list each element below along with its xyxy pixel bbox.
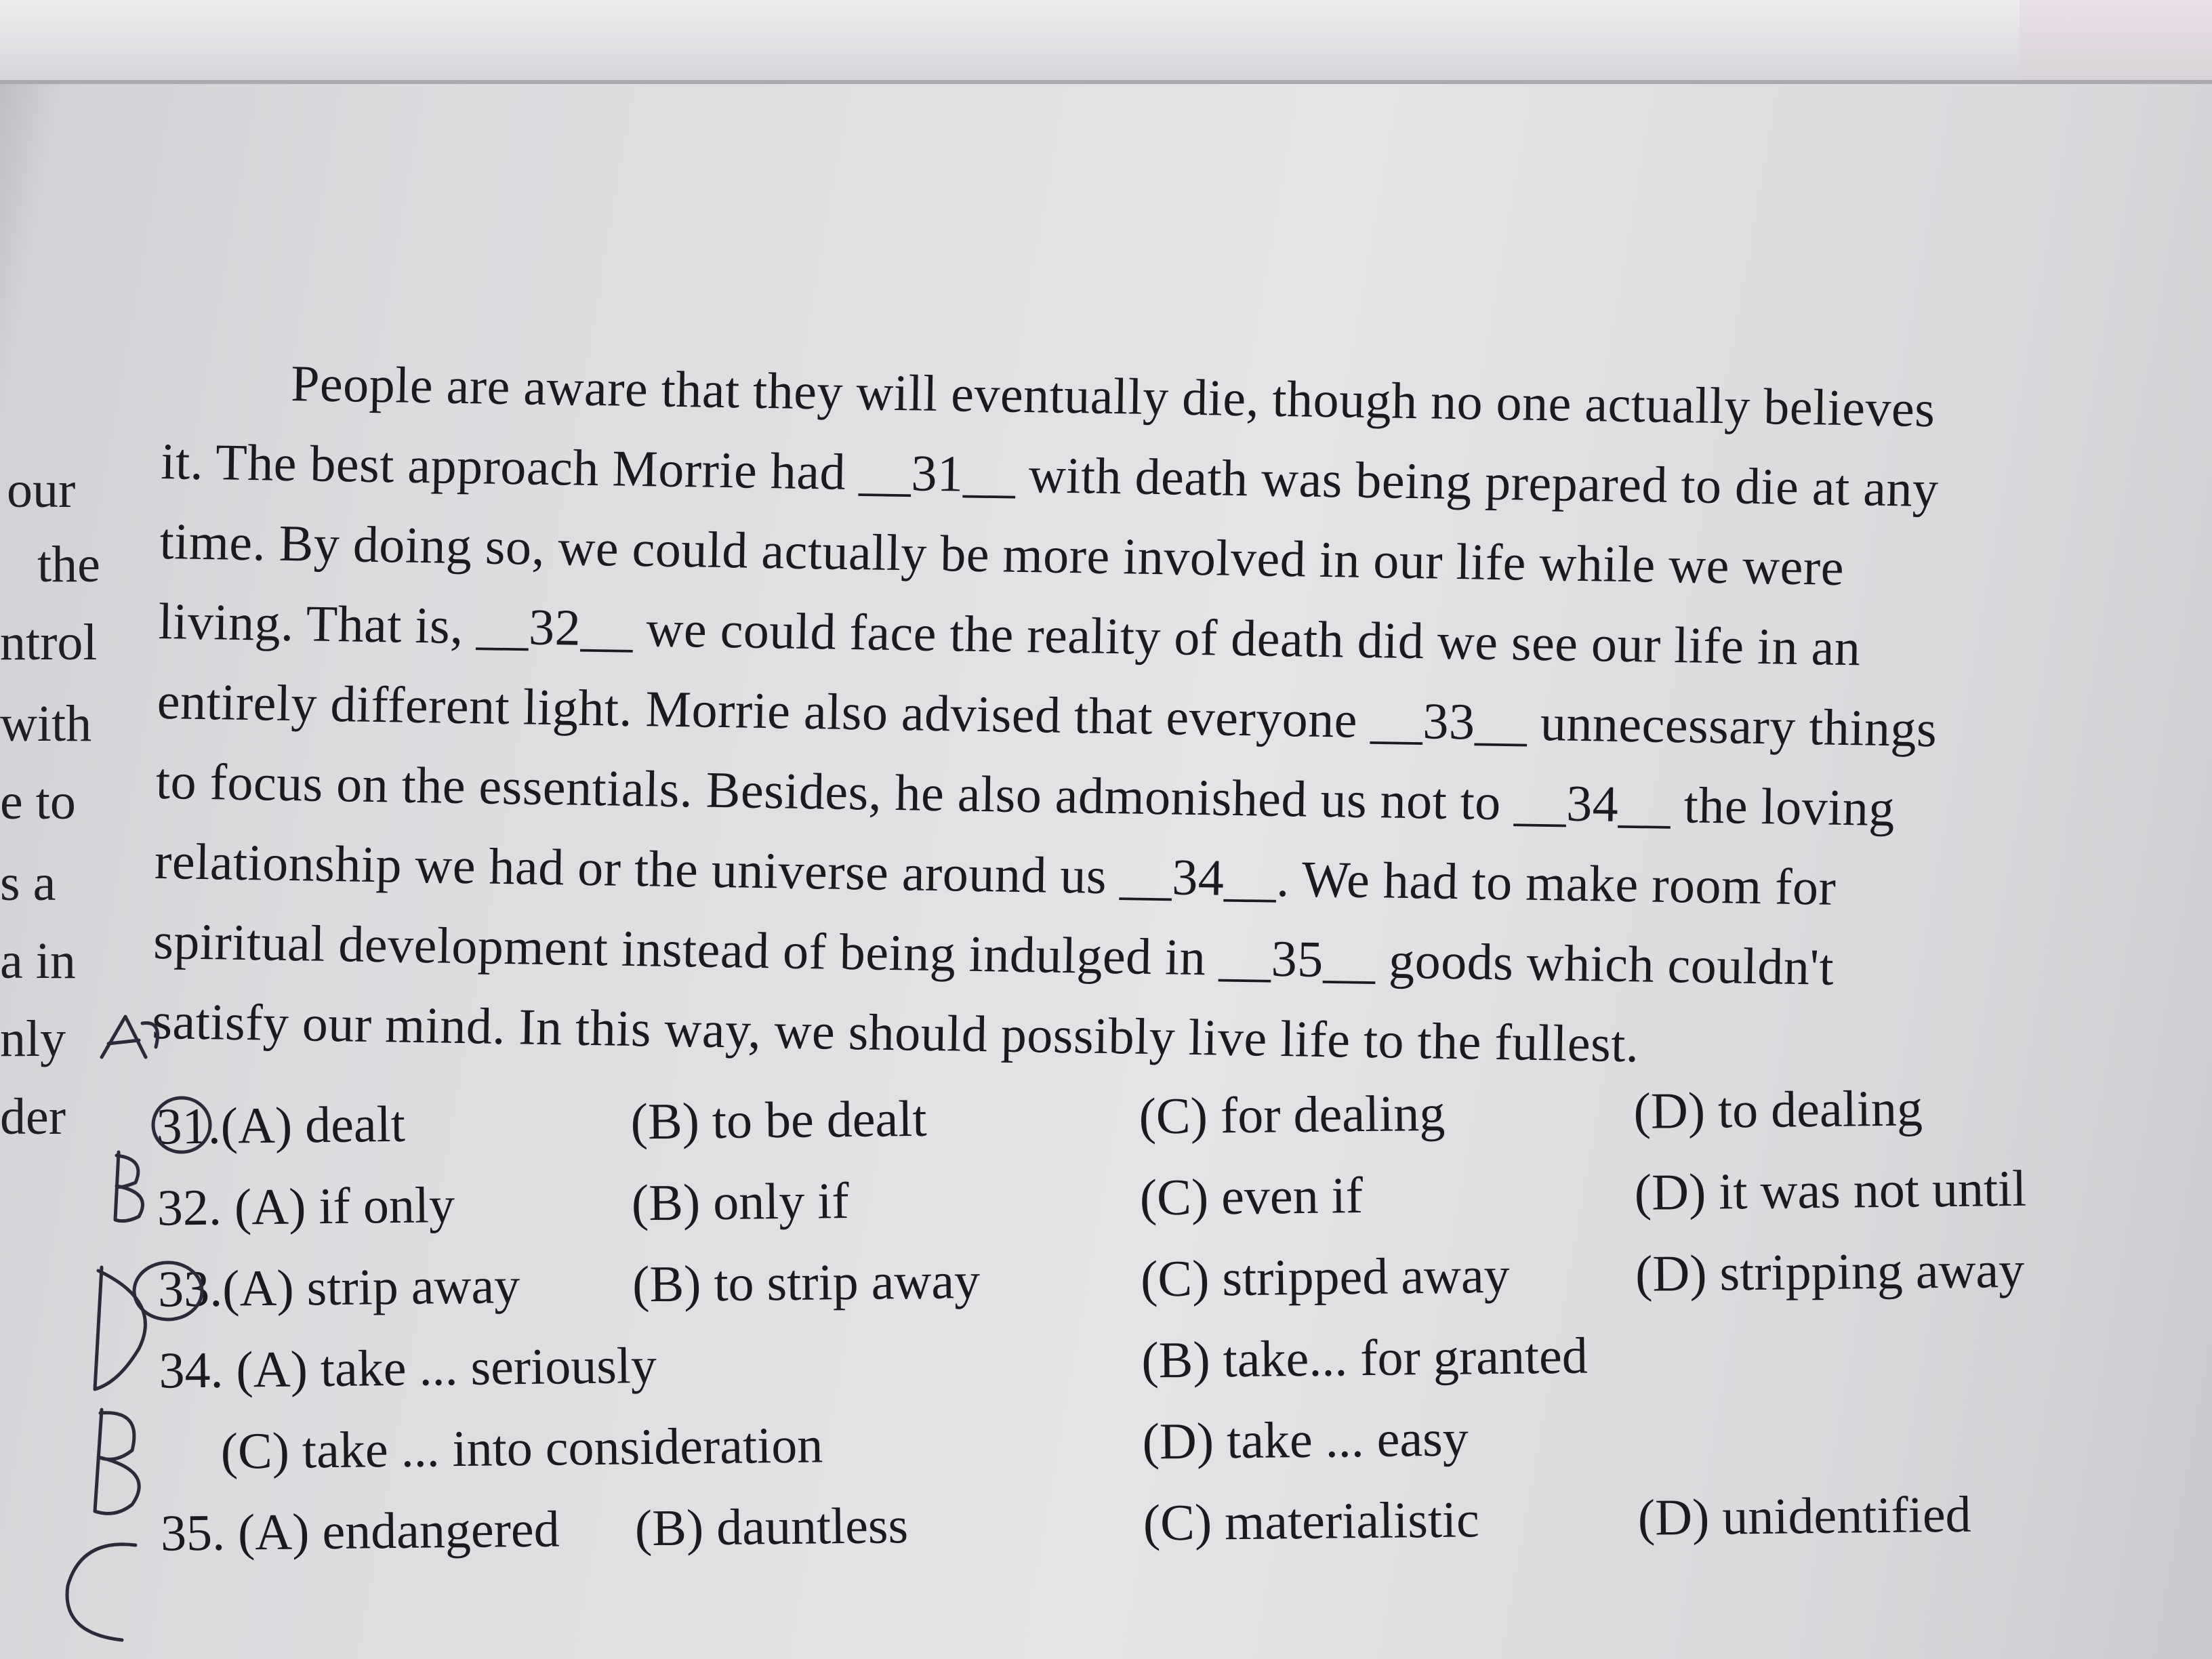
q33-option-b: (B) to strip away <box>632 1252 981 1313</box>
passage-line: to focus on the essentials. Besides, he also admonished us not to __34__ the loving <box>155 752 1896 838</box>
q33-option-c: (C) stripped away <box>1140 1246 1511 1308</box>
margin-fragment: a in <box>0 933 76 989</box>
q34-option-c: (C) take ... into consideration <box>220 1416 823 1480</box>
q34-option-b: (B) take... for granted <box>1141 1327 1589 1389</box>
passage-line: spiritual development instead of being indulged in __35__ goods which couldn't <box>152 912 1835 996</box>
passage-line: time. By doing so, we could actually be more involved in our life while we were <box>159 512 1845 597</box>
margin-fragment: nly <box>0 1010 66 1067</box>
passage-line: entirely different light. Morrie also advised that everyone __33__ unnecessary things <box>157 672 1938 758</box>
q32-option-a: 32. (A) if only <box>157 1176 455 1237</box>
q31-option-b: (B) to be dealt <box>630 1090 927 1151</box>
q34-option-d: (D) take ... easy <box>1142 1410 1469 1471</box>
margin-fragment: e to <box>0 773 76 830</box>
margin-fragment: der <box>0 1088 66 1145</box>
q33-option-d: (D) stripping away <box>1635 1241 2025 1303</box>
passage-line: satisfy our mind. In this way, we should possibly live life to the fullest. <box>151 992 1640 1073</box>
q34-answer-mark <box>95 1410 139 1513</box>
q35-option-b: (B) dauntless <box>634 1497 909 1557</box>
q31-circle-mark <box>153 1098 210 1152</box>
q31-option-a: 31.(A) dealt <box>156 1095 406 1155</box>
q32-option-b: (B) only if <box>631 1172 850 1232</box>
margin-fragment: our <box>7 462 76 518</box>
q32-option-d: (D) it was not until <box>1634 1160 2027 1221</box>
passage-line: living. That is, __32__ we could face the reality of death did we see our life in an <box>158 592 1862 677</box>
q35-option-c: (C) materialistic <box>1143 1491 1480 1552</box>
margin-fragment: the <box>37 536 100 593</box>
q32-answer-mark <box>115 1152 142 1221</box>
answer-note-a-mark <box>102 1017 158 1057</box>
margin-fragment: with <box>0 695 92 752</box>
q35-option-d: (D) unidentified <box>1637 1486 1971 1547</box>
margin-fragment: s a <box>0 855 56 912</box>
q33-answer-mark <box>95 1267 145 1389</box>
margin-fragment: ntrol <box>0 614 98 671</box>
q34-option-a: 34. (A) take ... seriously <box>158 1336 657 1399</box>
q35-answer-mark <box>67 1544 136 1640</box>
q31-option-c: (C) for dealing <box>1139 1084 1446 1145</box>
q32-option-c: (C) even if <box>1139 1167 1364 1227</box>
q33-option-a: 33.(A) strip away <box>157 1257 520 1318</box>
passage-line: it. The best approach Morrie had __31__ with death was being prepared to die at any <box>160 432 1940 518</box>
q31-option-d: (D) to dealing <box>1633 1080 1923 1140</box>
passage-line: relationship we had or the universe around us __34__. We had to make room for <box>154 832 1837 916</box>
passage-line: People are aware that they will eventually die, though no one actually believes <box>290 354 1936 438</box>
q35-option-a: 35. (A) endangered <box>160 1500 560 1562</box>
